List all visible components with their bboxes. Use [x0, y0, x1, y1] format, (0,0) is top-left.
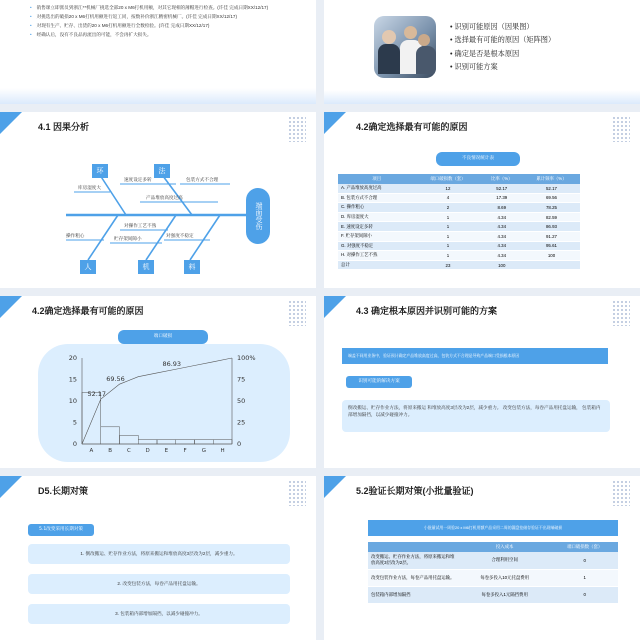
bar — [82, 392, 101, 444]
table-cell: F. 贮存架间隙小 — [338, 231, 415, 241]
x-tick-label: F — [183, 448, 187, 454]
table-cell: 78.25 — [523, 203, 580, 213]
slide-steps — [324, 0, 640, 104]
dot-pattern — [288, 480, 306, 506]
bar — [101, 427, 120, 444]
table-cell: 1 — [415, 231, 480, 241]
table-cell: 4.34 — [481, 212, 523, 222]
category-label: 料 — [184, 260, 200, 274]
corner-accent-icon — [0, 476, 22, 498]
table-row — [368, 569, 618, 586]
step-item: • 识别可能方案 — [450, 61, 498, 71]
y-tick-label: 15 — [68, 375, 77, 384]
table-cell: H. 对操作工艺不熟 — [338, 251, 415, 261]
table-cell: 1 — [415, 222, 480, 232]
slide-title: 4.2确定选择最有可能的原因 — [356, 122, 468, 132]
bar — [138, 440, 157, 444]
y-tick-label: 20 — [68, 354, 77, 362]
table-cell: 8.69 — [481, 203, 523, 213]
meeting-photo — [374, 16, 436, 78]
slide-defect-table — [324, 112, 640, 288]
cause-label: 产品堆放高度过高 — [146, 195, 183, 200]
step-item: • 识别可能原因（因果图） — [450, 22, 534, 31]
dot-pattern — [612, 116, 630, 142]
y-tick-label: 10 — [68, 397, 77, 405]
steps-list — [450, 20, 555, 73]
table-cell: 17.39 — [481, 193, 523, 203]
table-cell: 12 — [415, 184, 480, 193]
x-tick-label: B — [108, 448, 113, 454]
table-cell: 包装箱内部增加隔挡 — [368, 586, 458, 603]
x-tick-label: G — [201, 448, 207, 454]
table-cell: 0 — [551, 552, 618, 569]
table-cell: 4.34 — [481, 241, 523, 251]
table-cell: 1 — [415, 251, 480, 261]
corner-accent-icon — [324, 112, 346, 134]
table-row — [338, 251, 580, 261]
table-title-pill: 不良情况统计表 — [436, 152, 520, 166]
table-cell: 4 — [415, 193, 480, 203]
bar — [213, 440, 232, 444]
table-cell: 总计 — [338, 260, 415, 270]
table-cell: 86.93 — [523, 222, 580, 232]
table-row — [368, 552, 618, 569]
x-tick-label: H — [220, 448, 225, 454]
slide-title: 4.3 确定根本原因并识别可能的方案 — [356, 306, 498, 316]
table-cell: 改变搬运、贮存作业方法，将原来搬运和堆放高度3层改为2层。 — [368, 552, 458, 569]
table-row — [338, 222, 580, 232]
bar — [120, 435, 139, 444]
step-item: • 确定是否是根本原因 — [450, 48, 520, 58]
table-row — [338, 184, 580, 193]
table-cell: D. 库房湿度大 — [338, 212, 415, 222]
table-cell: 2 — [415, 203, 480, 213]
table-cell: 4.34 — [481, 222, 523, 232]
step-item: • 选择最有可能的原因（矩阵图） — [450, 35, 556, 45]
table-cell: 95.61 — [523, 241, 580, 251]
table-cell: B. 包装方式不合理 — [338, 193, 415, 203]
cause-label: 库房湿度大 — [78, 185, 101, 190]
table-row — [338, 203, 580, 213]
category-label: 机 — [138, 260, 154, 274]
table-cell: 合理利用空间 — [458, 552, 551, 569]
cause-label: 对操作工艺不熟 — [124, 223, 157, 228]
table-row — [338, 260, 580, 270]
category-label: 环 — [92, 164, 108, 178]
table-cell: 69.56 — [523, 193, 580, 203]
x-tick-label: E — [164, 448, 169, 454]
slide-containment-actions — [0, 0, 316, 104]
table-cell: 52.17 — [523, 184, 580, 193]
slide-title: 4.2确定选择最有可能的原因 — [32, 306, 144, 316]
table-cell: 100 — [523, 251, 580, 261]
cause-label: 操作粗心 — [66, 233, 85, 238]
solutions-text: 倒改搬运、贮存作业方法，将原来搬运 和堆放高度3层改为2层，减少重力。 改变包装方法，每卷产品用托盘运输， 包装箱内部增加隔挡，以减少碰撞冲力。 — [342, 400, 610, 432]
cause-label: 包装方式不合理 — [186, 177, 219, 182]
table-row — [338, 193, 580, 203]
pareto-chart — [0, 296, 316, 468]
section-pill: 5.1改变采用长期对策 — [28, 524, 94, 536]
table-cell: 23 — [415, 260, 480, 270]
table-cell — [523, 260, 580, 270]
point-label: 69.56 — [106, 375, 125, 384]
slide-long-term — [0, 476, 316, 640]
table-cell: 0 — [551, 586, 618, 603]
solutions-pill: 识别可能的解决方案 — [346, 376, 412, 388]
y-tick-label: 5 — [72, 418, 77, 427]
corner-accent-icon — [324, 476, 346, 498]
table-header-row: 项目 端口破损数（套） 比率（%） 累计频率（%） — [338, 174, 580, 184]
table-cell: 91.27 — [523, 231, 580, 241]
x-tick-label: C — [126, 448, 131, 454]
table-cell: 1 — [415, 212, 480, 222]
bottom-wave — [324, 90, 640, 104]
table-cell: 4.34 — [481, 251, 523, 261]
bar — [176, 440, 195, 444]
cause-label: 速度设定多转 — [124, 177, 152, 182]
bullet-item: • 对挑选出的破损20 x M6打机用额进行返工同，按数补价浙江精密机械厂。(许佳 完成日期XX/12/17) — [30, 14, 237, 20]
bullet-item: • 对现有生产、贮存、出货的20 x M6打机用额进行全数检验。(许佳 完成日期XX/12/17) — [30, 23, 210, 29]
point-label: 52.17 — [87, 390, 107, 399]
table-row — [338, 241, 580, 251]
bottom-wave — [0, 88, 316, 104]
table-cell: 1 — [415, 241, 480, 251]
y2-tick-label: 25 — [237, 418, 246, 427]
bullet-item: • 经确认后，没有不良品再流出的可能，不会再扩大损失。 — [30, 32, 152, 38]
table-cell: 52.17 — [481, 184, 523, 193]
table-row — [338, 231, 580, 241]
x-tick-label: A — [89, 448, 94, 454]
y-tick-label: 0 — [72, 440, 77, 448]
countermeasure-item: 2. 改变包装方法，每卷产品用托盘运输。 — [28, 574, 290, 594]
y2-tick-label: 75 — [237, 375, 246, 384]
table-row — [338, 212, 580, 222]
countermeasure-item: 1. 倒改搬运、贮存作业方法，将原来搬运和堆放高度3层改为2层，减少重力。 — [28, 544, 290, 564]
table-cell: 改变包装作业方法，每卷产品用托盘运输。 — [368, 569, 458, 586]
bullet-list — [30, 4, 294, 38]
table-cell: 1 — [551, 569, 618, 586]
x-tick-label: D — [145, 448, 150, 454]
table-header-row: 投入成本 端口破损数（套） — [368, 542, 618, 552]
slide-title: 4.1 因果分析 — [38, 122, 90, 132]
verification-table — [368, 542, 618, 604]
table-cell: G. 对强度不稳定 — [338, 241, 415, 251]
corner-accent-icon — [324, 296, 346, 318]
cause-label: 贮存架间隙小 — [114, 236, 142, 241]
slide-fishbone — [0, 112, 316, 288]
defect-table — [338, 174, 580, 270]
table-row — [368, 586, 618, 603]
category-label: 法 — [154, 164, 170, 178]
point-label: 86.93 — [162, 360, 182, 369]
countermeasure-item: 3. 包装箱内部增加隔挡，以减少碰撞冲力。 — [28, 604, 290, 624]
y2-tick-label: 100% — [237, 354, 256, 362]
bar — [157, 440, 176, 444]
table-cell: E. 速度设定多转 — [338, 222, 415, 232]
dot-pattern — [612, 480, 630, 506]
table-cell: 100 — [481, 260, 523, 270]
y2-tick-label: 0 — [237, 440, 242, 448]
dot-pattern — [612, 300, 630, 326]
table-cell: C. 操作粗心 — [338, 203, 415, 213]
category-label: 人 — [80, 260, 96, 274]
fish-head: 端面受伤 — [246, 188, 270, 244]
table-cell: 每卷多投入10元托盘费用 — [458, 569, 551, 586]
verification-banner: 小批量试用一周验20 x M6打机用额产品采用二周的漏盘挂储存验证不出现端破损 — [368, 520, 618, 536]
slide-title: D5.长期对策 — [38, 486, 89, 496]
cumulative-line — [82, 358, 232, 444]
bullet-item: • 销售课立即派员到浙江**机械厂挑选全部20 x M6打机用额，对其它现相的薄帽进行检查。(许佳 完成日期XX/12/17) — [30, 5, 269, 10]
table-cell: 每卷多投入1元隔挡费用 — [458, 586, 551, 603]
slide-verification — [324, 476, 640, 640]
chart-title-pill: 端口破损 — [118, 330, 208, 344]
slide-pareto — [0, 296, 316, 468]
table-cell: 4.34 — [481, 231, 523, 241]
table-cell: A. 产品堆放高度过高 — [338, 184, 415, 193]
slide-root-cause — [324, 296, 640, 468]
table-cell: 82.59 — [523, 212, 580, 222]
root-cause-banner: 端盖不同用业务中，验证预计确定产品堆放高度过高，包装方式不合理是导致产品端口受损根本原因 — [342, 348, 608, 364]
slide-title: 5.2验证长期对策(小批量验证) — [356, 486, 474, 496]
bar — [195, 440, 214, 444]
cause-label: 对强度不稳定 — [166, 233, 194, 238]
y2-tick-label: 50 — [237, 397, 246, 405]
